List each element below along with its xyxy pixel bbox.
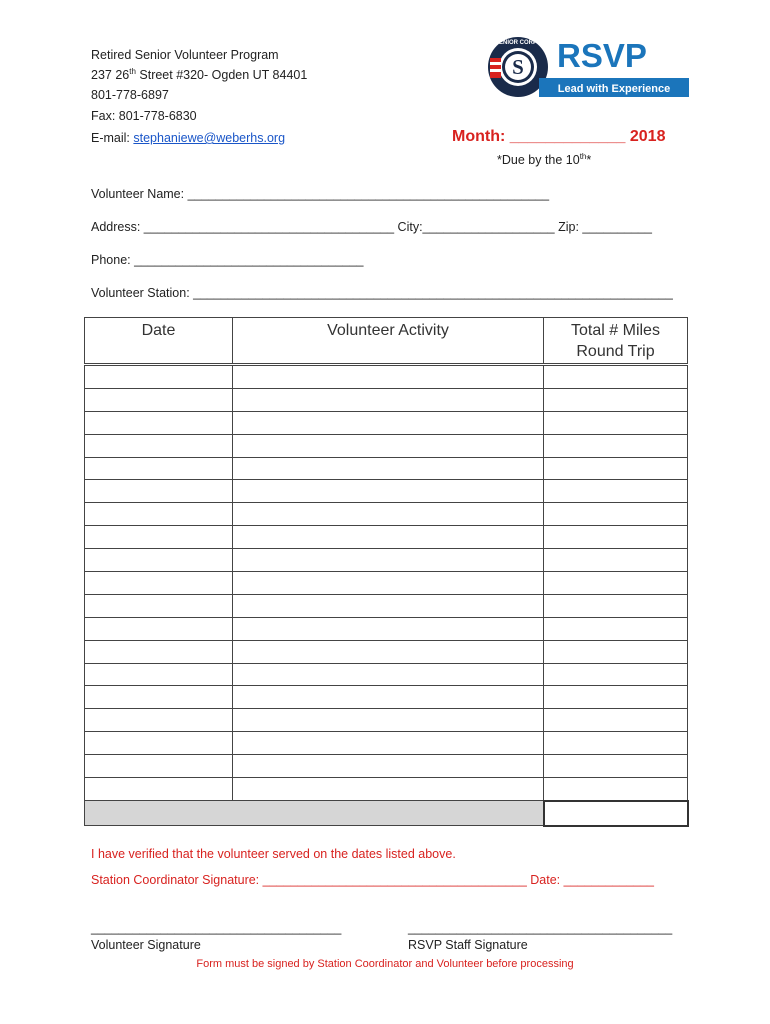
miles-cell[interactable]: [544, 411, 688, 434]
date-cell[interactable]: [85, 503, 233, 526]
activity-cell[interactable]: [233, 572, 544, 595]
table-row: [85, 594, 688, 617]
table-row: [85, 709, 688, 732]
activity-cell[interactable]: [233, 411, 544, 434]
due-end: *: [586, 153, 592, 167]
address-suffix: th: [129, 66, 136, 76]
volunteer-signature-line[interactable]: ____________________________________: [91, 921, 342, 935]
verification-statement: I have verified that the volunteer served on the dates listed above.: [91, 847, 456, 861]
footer-note: Form must be signed by Station Coordinator and Volunteer before processing: [196, 958, 574, 970]
rsvp-logo: [487, 34, 689, 100]
activity-cell[interactable]: [233, 732, 544, 755]
address-field[interactable]: Address: ____________________________________ City:___________________ Zip: __________: [91, 220, 652, 234]
log-body: [85, 365, 688, 826]
table-row: [85, 686, 688, 709]
table-row: [85, 549, 688, 572]
miles-cell[interactable]: [544, 434, 688, 457]
total-miles-cell[interactable]: [544, 801, 688, 826]
org-name: Retired Senior Volunteer Program: [91, 48, 279, 62]
date-cell[interactable]: [85, 434, 233, 457]
activity-cell[interactable]: [233, 388, 544, 411]
activity-cell[interactable]: [233, 480, 544, 503]
activity-cell[interactable]: [233, 503, 544, 526]
org-address: [91, 68, 307, 83]
volunteer-name-field[interactable]: Volunteer Name: ____________________________________________________: [91, 187, 550, 201]
email-link[interactable]: stephaniewe@weberhs.org: [133, 131, 286, 145]
table-row: [85, 411, 688, 434]
table-row: [85, 503, 688, 526]
miles-cell[interactable]: [544, 457, 688, 480]
activity-cell[interactable]: [233, 434, 544, 457]
total-shaded-cell: [85, 801, 544, 826]
table-row: [85, 434, 688, 457]
table-row: [85, 365, 688, 389]
activity-cell[interactable]: [233, 640, 544, 663]
due-text: *Due by the 10: [497, 153, 580, 167]
date-cell[interactable]: [85, 572, 233, 595]
miles-cell[interactable]: [544, 663, 688, 686]
date-cell[interactable]: [85, 480, 233, 503]
date-cell[interactable]: [85, 457, 233, 480]
brand-wordmark: RSVP: [557, 37, 647, 74]
miles-cell[interactable]: [544, 778, 688, 801]
email-label: E-mail:: [91, 131, 134, 145]
activity-cell[interactable]: [233, 549, 544, 572]
org-fax: Fax: 801-778-6830: [91, 109, 197, 123]
total-row: [85, 801, 688, 826]
table-row: [85, 526, 688, 549]
miles-cell[interactable]: [544, 755, 688, 778]
activity-cell[interactable]: [233, 755, 544, 778]
miles-cell[interactable]: [544, 617, 688, 640]
volunteer-station-field[interactable]: Volunteer Station: _____________________________________________________________________: [91, 286, 673, 300]
table-row: [85, 617, 688, 640]
header-miles: Total # Miles Round Trip: [544, 318, 688, 365]
table-row: [85, 572, 688, 595]
table-header-row: [85, 318, 688, 365]
rsvp-logo-graphic: [487, 34, 689, 100]
due-note: [497, 153, 591, 167]
date-cell[interactable]: [85, 778, 233, 801]
miles-cell[interactable]: [544, 526, 688, 549]
table-row: [85, 388, 688, 411]
activity-cell[interactable]: [233, 778, 544, 801]
org-email-line: [91, 131, 285, 146]
activity-cell[interactable]: [233, 457, 544, 480]
activity-cell[interactable]: [233, 365, 544, 389]
miles-cell[interactable]: [544, 549, 688, 572]
activity-cell[interactable]: [233, 594, 544, 617]
date-cell[interactable]: [85, 709, 233, 732]
table-row: [85, 640, 688, 663]
staff-signature-label: RSVP Staff Signature: [408, 938, 528, 952]
date-cell[interactable]: [85, 686, 233, 709]
miles-cell[interactable]: [544, 365, 688, 389]
address-street: Street #320- Ogden UT 84401: [135, 68, 308, 82]
date-cell[interactable]: [85, 549, 233, 572]
phone-field[interactable]: Phone: _________________________________: [91, 253, 364, 267]
activity-cell[interactable]: [233, 526, 544, 549]
date-cell[interactable]: [85, 755, 233, 778]
volunteer-signature-label: Volunteer Signature: [91, 938, 201, 952]
org-phone: 801-778-6897: [91, 88, 169, 102]
staff-signature-line[interactable]: ______________________________________: [408, 921, 673, 935]
date-cell[interactable]: [85, 594, 233, 617]
miles-cell[interactable]: [544, 572, 688, 595]
activity-cell[interactable]: [233, 686, 544, 709]
table-row: [85, 480, 688, 503]
header-date: Date: [85, 318, 233, 365]
date-cell[interactable]: [85, 365, 233, 389]
date-cell[interactable]: [85, 411, 233, 434]
date-cell[interactable]: [85, 732, 233, 755]
due-suffix: th: [579, 151, 587, 161]
seal-ring-text: SENIOR CORPS: [494, 40, 542, 46]
miles-cell[interactable]: [544, 686, 688, 709]
date-cell[interactable]: [85, 388, 233, 411]
table-row: [85, 755, 688, 778]
miles-cell[interactable]: [544, 709, 688, 732]
date-cell[interactable]: [85, 617, 233, 640]
activity-cell[interactable]: [233, 709, 544, 732]
address-number: 237 26: [91, 68, 130, 82]
date-cell[interactable]: [85, 663, 233, 686]
month-field[interactable]: Month: _____________ 2018: [452, 128, 666, 145]
table-row: [85, 457, 688, 480]
miles-cell[interactable]: [544, 388, 688, 411]
activity-cell[interactable]: [233, 617, 544, 640]
brand-tagline: Lead with Experience: [557, 83, 671, 95]
activity-cell[interactable]: [233, 663, 544, 686]
miles-cell[interactable]: [544, 640, 688, 663]
miles-cell[interactable]: [544, 480, 688, 503]
table-row: [85, 732, 688, 755]
seal-letter: S: [512, 55, 524, 79]
table-row: [85, 778, 688, 801]
coordinator-signature-field[interactable]: Station Coordinator Signature: ______________________________________ Date: _____________: [91, 873, 655, 887]
header-activity: Volunteer Activity: [233, 318, 544, 365]
activity-log-table: [84, 317, 689, 827]
miles-cell[interactable]: [544, 594, 688, 617]
date-cell[interactable]: [85, 526, 233, 549]
date-cell[interactable]: [85, 640, 233, 663]
miles-cell[interactable]: [544, 503, 688, 526]
table-row: [85, 663, 688, 686]
miles-cell[interactable]: [544, 732, 688, 755]
